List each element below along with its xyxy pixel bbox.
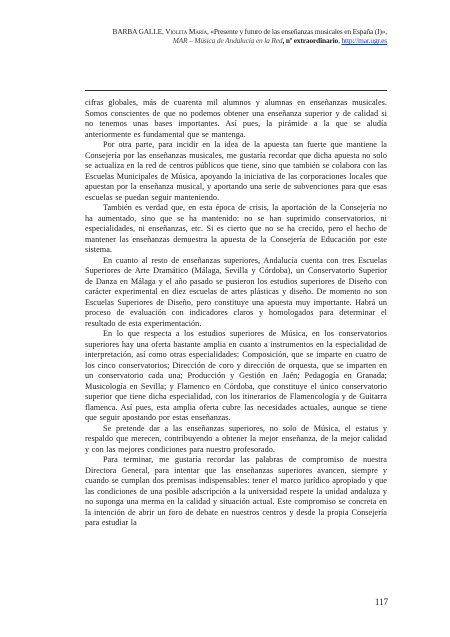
paragraph-4: En cuanto al resto de enseñanzas superiores, Andalucía cuenta con tres Escuelas Superiores de Arte Dramático (Málaga, Sevilla y Córdoba), un Conservatorio Superior de Danza en Málaga y el año pasado se pusieron los estudios superiores de Diseño con carácter experimental en diez escuelas de artes plásticas y diseño. De momento no son Escuelas Superiores de Diseño, pero constituye una apuesta muy importante. Habrá un proceso de evaluación con indicadores claros y homologados para determinar el resultado de esta experimentación.: [85, 255, 387, 328]
header-author: BARBA GALLE, Violeta María: [112, 27, 207, 36]
paragraph-1: cifras globales, más de cuarenta mil alumnos y alumnas en enseñanzas musicales. Somos conscientes de que no podemos obtener una enseñanza superior y de calidad si no tenemos unas bases importantes. Así pues, la pirámide a la que se aludía anteriormente es fundamental que se mantenga.: [85, 98, 387, 139]
paragraph-5: En lo que respecta a los estudios superiores de Música, en los conservatorios superiores hay una oferta bastante amplia en cuanto a instrumentos en la especialidad de interpretación, así como otras especialidades: Composición, que se imparte en cuatro de los cinco conservatorios; Dirección de coro y dirección de orquesta, que se imparten en un conservatorio cada una; Producción y Gestión en Jaén; Pedagogía en Granada; Musicología en Sevilla; y Flamenco en Córdoba, que constituye el único conservatorio superior que tiene dicha especialidad, con los itinerarios de Flamencología y de Guitarra flamenca. Así pues, esta amplia oferta cubre las necesidades actuales, aunque se tiene que seguir apostando por estas enseñanzas.: [85, 329, 387, 422]
header-issue: , nº extraordinario: [282, 36, 339, 46]
paragraph-2: Por otra parte, para incidir en la idea de la apuesta tan fuerte que mantiene la Consejería por las enseñanzas musicales, me gustaría recordar que dicha apuesta no solo se actualiza en la red de centros públicos que tiene, sino que también se colabora con las Escuelas Municipales de Música, apoyando la iniciativa de las corporaciones locales que apuestan por la enseñanza musical, y aportando una serie de subvenciones para que esas escuelas se puedan seguir manteniendo.: [85, 140, 387, 202]
paragraph-3: También es verdad que, en esta época de crisis, la aportación de la Consejería no ha aumentado, sino que se ha mantenido: no se han suprimido conservatorios, ni especialidades, ni enseñanzas, etc. Si es cierto que no se ha crecido, pero el hecho de mantener las enseñanzas demuestra la apuesta de la Consejería de Educación por este sistema.: [85, 203, 387, 254]
header-url-link[interactable]: http://mar.ugr.es: [341, 36, 387, 46]
header-citation-line: [57, 27, 387, 36]
header-journal: MAR – Música de Andalucía en la Red: [172, 36, 283, 46]
header-separator: ,: [338, 36, 342, 46]
paragraph-7: Para terminar, me gustaría recordar las palabras de compromiso de nuestra Directora General, para intentar que las enseñanzas superiores avancen, siempre y cuando se cumplan dos premisas indispensables: tener el marco jurídico apropiado y que las condiciones de una posible adscripción a la universidad respete la unidad andaluza y no suponga una merma en la calidad y situación actual. Este compromiso se concreta en la intención de abrir un foro de debate en nuestros centros y desde la propia Consejería para estudiar la: [85, 455, 387, 527]
page-number: 117: [374, 597, 388, 607]
paragraph-6: Se pretende dar a las enseñanzas superiores, no solo de Música, el estatus y respaldo que merecen, contribuyendo a obtener la mejor enseñanza, de la mejor calidad y con las mejores condiciones para nuestro profesorado.: [85, 423, 387, 454]
header-rule: [85, 90, 387, 91]
header-journal-line: [57, 36, 387, 45]
running-header: [57, 27, 387, 45]
body-text: [85, 98, 387, 529]
header-title: , «Presente y futuro de las enseñanzas musicales en España (I)»,: [206, 27, 387, 36]
